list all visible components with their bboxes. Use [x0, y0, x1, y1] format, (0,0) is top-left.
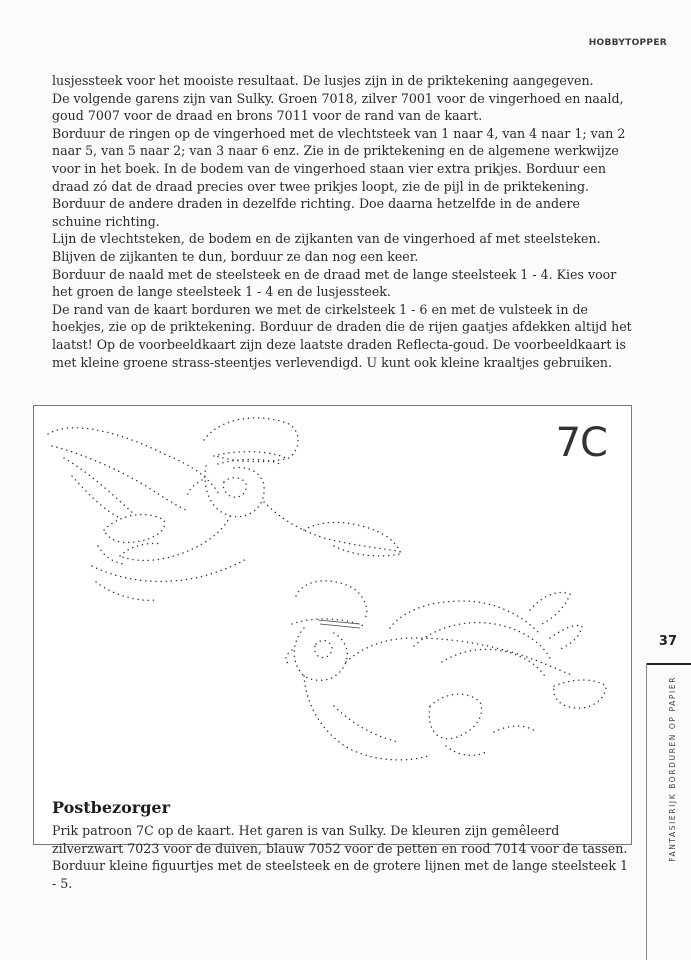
pattern-label: 7C	[555, 420, 607, 466]
paragraph: Borduur de andere draden in dezelfde richting. Doe daarna hetzelfde in de andere schuine richting.	[52, 196, 580, 229]
paragraph: Borduur de naald met de steelsteek en de draad met de lange steelsteek 1 - 4. Kies voor het groen de lange steelsteek 1 - 4 en de lusjessteek.	[52, 266, 617, 300]
paragraph: De rand van de kaart borduren we met de cirkelsteek 1 - 6 en met de vulsteek in de hoekjes, zie op de priktekening. Borduur de draden die de rijen gaatjes afdekken altijd het laatst! Op de voorbeeldkaart zijn deze laatste draden Reflecta-goud. De voorbeeldkaart is met kleine groene strass-steentjes verlevendigd. U kunt ook kleine kraaltjes gebruiken.	[52, 301, 632, 370]
side-divider	[646, 663, 647, 960]
running-header: HOBBYTOPPER	[588, 38, 667, 48]
paragraph: Blijven de zijkanten te dun, borduur ze dan nog een keer.	[52, 248, 419, 264]
page-number: 37	[658, 634, 677, 649]
side-rule	[647, 663, 691, 665]
side-label: FANTASIERIJK BORDUREN OP PAPIER	[668, 676, 677, 862]
paragraph: De volgende garens zijn van Sulky. Groen 7018, zilver 7001 voor de vingerhoed en naald, goud 7007 voor de draad en brons 7011 voor de rand van de kaart.	[52, 90, 624, 124]
section-text: Prik patroon 7C op de kaart. Het garen is van Sulky. De kleuren zijn gemêleerd zilverzwart 7023 voor de duiven, blauw 7052 voor de petten en rood 7014 voor de tassen. Borduur kleine figuurtjes met de steelsteek en de grotere lijnen met de lange steelsteek 1 - 5.	[52, 823, 629, 891]
section-title: Postbezorger	[52, 798, 171, 817]
paragraph: Borduur de ringen op de vingerhoed met de vlechtsteek van 1 naar 4, van 4 naar 1; van 2 naar 5, van 5 naar 2; van 3 naar 6 enz. Zie in de priktekening en de algemene werkwijze voor in het boek. In de bodem van de vingerhoed staan vier extra prikjes. Borduur een draad zó dat de draad precies over twee prikjes loopt, zie de pijl in de priktekening.	[52, 125, 626, 194]
prick-pattern-drawing	[34, 406, 631, 844]
paragraph: lusjessteek voor het mooiste resultaat. De lusjes zijn in de priktekening aangegeven.	[52, 73, 594, 88]
paragraph: Lijn de vlechtsteken, de bodem en de zijkanten van de vingerhoed af met steelsteken.	[52, 231, 601, 247]
instructions-text	[52, 72, 632, 371]
prick-pattern-figure	[33, 405, 632, 845]
